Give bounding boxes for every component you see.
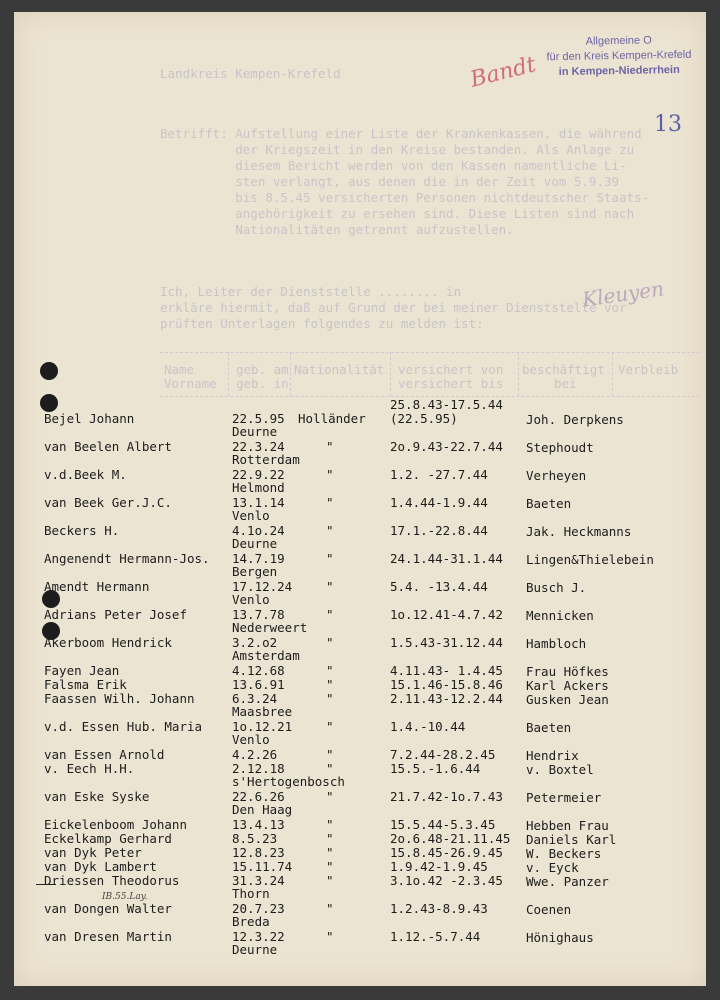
row-nationality: " [326,719,334,734]
col-divider [612,352,613,396]
row-birth-place: Bergen [232,564,278,579]
row-employer: v. Eyck [526,860,579,875]
row-name: Angenendt Hermann-Jos. [44,551,210,566]
row-birth-place: Breda [232,914,270,929]
row-insured-period: 3.1o.42 -2.3.45 [390,873,503,888]
stamp-line-2: für den Kreis Kempen-Krefeld [546,48,692,64]
row-insured-period: 15.5.-1.6.44 [390,761,481,776]
faint-column-heading: Name [164,362,195,377]
page-number: 13 [654,112,682,137]
row-name: Eckelkamp Gerhard [44,831,172,846]
faint-signature: Kleuyen [580,276,666,312]
row-birth-date: 22.6.26 [232,789,285,804]
faint-title: Landkreis Kempen-Krefeld [160,66,341,81]
faint-column-heading: versichert bis [398,376,504,391]
row-name: van Dyk Peter [44,845,142,860]
row-birth-place: Venlo [232,508,270,523]
row-insured-period: 1.2. -27.7.44 [390,467,488,482]
row-name: v.d.Beek M. [44,467,127,482]
row-insured-period: 4.11.43- 1.4.45 [390,663,503,678]
row-birth-date: 3.2.o2 [232,635,278,650]
faint-column-heading: bei [554,376,577,391]
row-employer: Lingen&Thielebein [526,552,654,567]
row-nationality: " [326,467,334,482]
row-birth-date: 17.12.24 [232,579,293,594]
row-insured-period: 1o.12.41-4.7.42 [390,607,503,622]
faint-betrifft-line: angehörigkeit zu ersehen sind. Diese Listen sind nach [160,206,635,221]
row-insured-period: 5.4. -13.4.44 [390,579,488,594]
row-birth-date: 22.5.95 [232,411,285,426]
row-nationality: " [326,551,334,566]
row-birth-place: Thorn [232,886,270,901]
row-insured-period: 17.1.-22.8.44 [390,523,488,538]
row-employer: Baeten [526,720,572,735]
row-birth-place: s'Hertogenbosch [232,774,345,789]
faint-declaration-block [160,284,627,332]
row-birth-date: 31.3.24 [232,873,285,888]
row-insured-period: 15.1.46-15.8.46 [390,677,503,692]
faint-betrifft-line: Betrifft: Aufstellung einer Liste der Krankenkassen, die während [160,126,642,141]
row-employer: Hebben Frau [526,818,609,833]
faint-column-heading: geb. am [236,362,289,377]
red-handwritten-mark: Bandt [467,52,539,93]
row-birth-place: Deurne [232,424,278,439]
row-insured-period: 1.5.43-31.12.44 [390,635,503,650]
row-insured-period: 1.4.44-1.9.44 [390,495,488,510]
row-insured-period: 7.2.44-28.2.45 [390,747,496,762]
row-nationality: " [326,747,334,762]
row-birth-place: Rotterdam [232,452,300,467]
row-birth-place: Deurne [232,942,278,957]
row-name: van Beek Ger.J.C. [44,495,172,510]
faint-betrifft-line: sten verlangt, aus denen die in der Zeit vom 5.9.39 [160,174,620,189]
row-birth-place: Venlo [232,732,270,747]
row-name: v. Eech H.H. [44,761,135,776]
row-name: van Essen Arnold [44,747,165,762]
row-birth-date: 13.6.91 [232,677,285,692]
row-insured-period: 21.7.42-1o.7.43 [390,789,503,804]
punch-hole [40,394,58,412]
faint-declaration-line: prüften Unterlagen folgendes zu melden ist: [160,316,484,331]
faint-column-heading: versichert von [398,362,504,377]
row-birth-place: Nederweert [232,620,308,635]
faint-declaration-line: Ich, Leiter der Dienststelle ........ in [160,284,462,299]
row-name: Akerboom Hendrick [44,635,172,650]
faint-betrifft-line: bis 8.5.45 versicherten Personen nichtdeutscher Staats- [160,190,650,205]
row-birth-date: 22.3.24 [232,439,285,454]
faint-betrifft-block [160,126,649,238]
row-insured-period: 25.8.43-17.5.44 (22.5.95) [390,397,503,426]
row-insured-period: 2o.9.43-22.7.44 [390,439,503,454]
row-birth-date: 20.7.23 [232,901,285,916]
row-insured-period: 24.1.44-31.1.44 [390,551,503,566]
row-name: van Dongen Walter [44,901,172,916]
row-name: van Eske Syske [44,789,150,804]
faint-column-heading: Nationalität [294,362,385,377]
row-name: Fayen Jean [44,663,120,678]
row-employer: Hambloch [526,636,587,651]
row-birth-place: Venlo [232,592,270,607]
row-name: Bejel Johann [44,411,135,426]
document-page [14,12,706,986]
row-birth-date: 13.4.13 [232,817,285,832]
row-birth-date: 15.11.74 [232,859,293,874]
row-nationality: " [326,439,334,454]
row-birth-date: 1o.12.21 [232,719,293,734]
row-nationality: " [326,691,334,706]
row-name: Eickelenboom Johann [44,817,187,832]
row-insured-period: 2.11.43-12.2.44 [390,691,503,706]
row-employer: v. Boxtel [526,762,594,777]
col-divider [390,352,391,396]
row-employer: Busch J. [526,580,587,595]
row-employer: Hendrix [526,748,579,763]
row-employer: Daniels Karl [526,832,617,847]
col-divider [518,352,519,396]
row-birth-date: 8.5.23 [232,831,278,846]
row-birth-date: 13.1.14 [232,495,285,510]
margin-dash [36,884,56,885]
row-birth-date: 6.3.24 [232,691,278,706]
col-divider [228,352,229,396]
row-insured-period: 15.8.45-26.9.45 [390,845,503,860]
row-nationality: " [326,789,334,804]
row-birth-date: 12.3.22 [232,929,285,944]
row-birth-date: 13.7.78 [232,607,285,622]
row-nationality: " [326,873,334,888]
faint-column-heading: Vorname [164,376,217,391]
row-employer: Gusken Jean [526,692,609,707]
row-nationality: " [326,817,334,832]
row-nationality: " [326,845,334,860]
table-top-line [160,352,700,353]
row-employer: Jak. Heckmanns [526,524,632,539]
row-birth-date: 4.12.68 [232,663,285,678]
faint-declaration-line: erkläre hiermit, daß auf Grund der bei meiner Dienststelle vor [160,300,627,315]
row-name: Amendt Hermann [44,579,150,594]
row-birth-date: 22.9.22 [232,467,285,482]
row-birth-date: 4.1o.24 [232,523,285,538]
row-employer: Petermeier [526,790,602,805]
row-nationality: " [326,635,334,650]
row-employer: Mennicken [526,608,594,623]
row-insured-period: 1.9.42-1.9.45 [390,859,488,874]
row-employer: Coenen [526,902,572,917]
stamp-line-3: in Kempen-Niederrhein [558,63,680,79]
row-birth-place: Maasbree [232,704,293,719]
faint-column-heading: beschäftigt [522,362,605,377]
row-birth-place: Den Haag [232,802,293,817]
punch-hole [40,362,58,380]
faint-column-heading: Verbleib [618,362,679,377]
faint-column-heading: geb. in [236,376,289,391]
row-insured-period: 1.2.43-8.9.43 [390,901,488,916]
row-insured-period: 1.4.-10.44 [390,719,466,734]
row-name: Adrians Peter Josef [44,607,187,622]
row-birth-date: 14.7.19 [232,551,285,566]
row-nationality: " [326,523,334,538]
row-nationality: " [326,677,334,692]
row-birth-place: Helmond [232,480,285,495]
row-name: Driessen Theodorus [44,873,180,888]
row-birth-place: Amsterdam [232,648,300,663]
row-nationality: " [326,761,334,776]
row-insured-period: 1.12.-5.7.44 [390,929,481,944]
row-name: v.d. Essen Hub. Maria [44,719,203,734]
row-employer: Verheyen [526,468,587,483]
row-nationality: " [326,901,334,916]
row-employer: Wwe. Panzer [526,874,609,889]
row-employer: Stephoudt [526,440,594,455]
row-employer: Karl Ackers [526,678,609,693]
row-name: Beckers H. [44,523,120,538]
stamp-line-1: Allgemeine O [585,34,652,48]
row-employer: Joh. Derpkens [526,412,624,427]
row-birth-date: 2.12.18 [232,761,285,776]
faint-betrifft-line: Nationalitäten getrennt aufzustellen. [160,222,514,237]
row-name: Falsma Erik [44,677,127,692]
row-name: van Beelen Albert [44,439,172,454]
row-nationality: " [326,831,334,846]
row-nationality: " [326,607,334,622]
row-name: van Dresen Martin [44,929,172,944]
col-divider [290,352,291,396]
row-employer: Frau Höfkes [526,664,609,679]
row-employer: W. Beckers [526,846,602,861]
row-employer: Baeten [526,496,572,511]
row-nationality: " [326,495,334,510]
row-nationality: Holländer [298,411,366,426]
faint-betrifft-line: diesem Bericht werden von den Kassen namentliche Li- [160,158,627,173]
row-insured-period: 15.5.44-5.3.45 [390,817,496,832]
faint-betrifft-line: der Kriegszeit in den Kreise bestanden. Als Anlage zu [160,142,635,157]
row-birth-date: 12.8.23 [232,845,285,860]
row-birth-date: 4.2.26 [232,747,278,762]
row-nationality: " [326,663,334,678]
row-nationality: " [326,579,334,594]
row-name: van Dyk Lambert [44,859,157,874]
row-nationality: " [326,929,334,944]
row-nationality: " [326,859,334,874]
office-stamp [534,33,705,81]
row-insured-period: 2o.6.48-21.11.45 [390,831,511,846]
row-birth-place: Deurne [232,536,278,551]
row-employer: Hönighaus [526,930,594,945]
row-name: Faassen Wilh. Johann [44,691,195,706]
margin-note: IB.55.Lay. [102,892,148,902]
